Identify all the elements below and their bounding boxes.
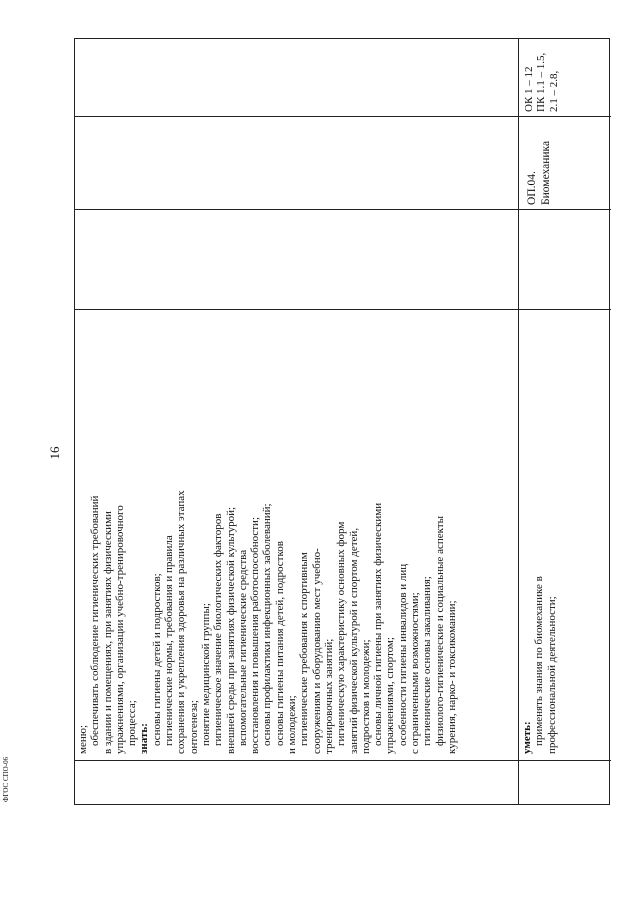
text-line: профессиональной деятельности; [545, 596, 558, 754]
text-line: с ограниченными возможностями; [409, 592, 422, 754]
section-label-can: уметь: [521, 721, 533, 754]
text-line: особенности гигиены инвалидов и лиц [396, 563, 409, 746]
text-line: основы гигиены детей и подростков; [150, 573, 163, 746]
hours-cell [75, 209, 518, 309]
text-line: физиолого-гигиенические и социальные аспекты [433, 516, 446, 746]
text-line: обеспечивать соблюдение гигиенических требований [89, 495, 102, 746]
table-row [519, 39, 611, 804]
text-line: упражнениями, спортом; [384, 637, 397, 754]
requirements-table [74, 38, 610, 805]
discipline-cell [75, 116, 518, 209]
text-line: занятий физической культурой и спортом детей, [347, 527, 360, 754]
text-line: основы гигиены питания детей, подростков [273, 541, 286, 746]
text-line: и молодежи; [286, 695, 299, 754]
text-line: применять знания по биомеханике в [533, 576, 546, 746]
text-line: гигиенические основы закаливания; [421, 576, 434, 746]
text-line: внешней среды при занятиях физической культурой; [224, 506, 237, 754]
text-line: онтогенеза; [187, 700, 200, 754]
discipline-name: ОП.04. Биомеханика [519, 116, 611, 209]
text-line: сохранения и укрепления здоровья на различных этапах [175, 490, 188, 754]
text-line: сооружениям и оборудованию мест учебно- [310, 548, 323, 754]
text-line: гигиенические нормы, требования и правила [163, 535, 176, 746]
text-line: вспомогательные гигиенические средства [236, 549, 249, 746]
text-line: упражнениями, организации учебно-тренировочного [113, 505, 126, 754]
competency-codes [519, 37, 611, 116]
text-line: подростков и молодежи; [359, 639, 372, 754]
text-line: процесса; [126, 700, 139, 746]
competency-cell [75, 37, 518, 116]
section-label-know: знать: [138, 723, 151, 754]
page-number: 16 [47, 446, 62, 460]
rotated-table-sheet [74, 38, 610, 805]
text-line: основы профилактики инфекционных заболеваний; [261, 503, 274, 746]
text-line: гигиеническую характеристику основных форм [335, 521, 348, 746]
text-line: в здании и помещениях, при занятиях физическими [101, 511, 114, 754]
footer-code: ФГОС СПО-06 [2, 756, 10, 802]
text-line: курения, нарко- и токсикомании; [445, 600, 458, 754]
text-line: понятие медицинской группы; [199, 603, 212, 746]
competency-code: ПК 1.1 – 1.5, [535, 52, 548, 112]
text-line: гигиенические требования к спортивным [298, 552, 311, 746]
text-line: меню; [77, 724, 89, 754]
index-cell [75, 760, 518, 804]
requirements-text-cell [519, 309, 611, 760]
competency-code: 2.1 – 2.8, [547, 70, 560, 112]
table-row [75, 39, 519, 804]
requirements-text-cell [75, 309, 518, 760]
text-line: гигиеническое значение биологических факторов [212, 513, 225, 746]
index-cell [519, 760, 611, 804]
text-line: тренировочных занятий; [322, 638, 335, 754]
competency-code: ОК 1 – 12 [523, 66, 535, 112]
hours-cell [519, 209, 611, 309]
text-line: основы личной гигиены при занятиях физическими [372, 502, 385, 746]
text-line: восстановления и повышения работоспособности; [249, 517, 262, 754]
